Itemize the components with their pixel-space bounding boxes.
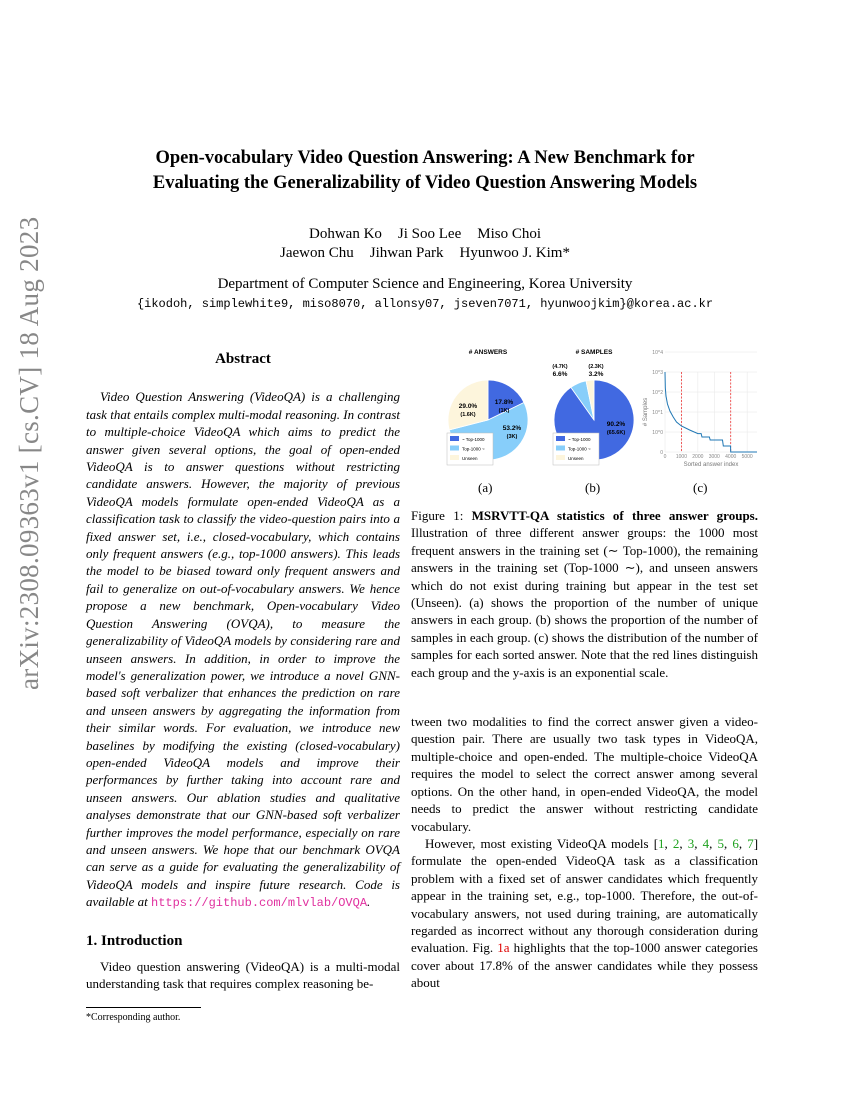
author: Miso Choi bbox=[477, 226, 541, 242]
citation[interactable]: 7 bbox=[747, 835, 754, 851]
citation[interactable]: 3 bbox=[687, 835, 695, 851]
author: Hyunwoo J. Kim* bbox=[459, 245, 570, 261]
abstract-text: Video Question Answering (VideoQA) is a challenging task that entails complex multi-modal reasoning. In contrast to multiple-choice VideoQA which aims to predict the answer given several options, the goal of open-ended VideoQA is to answer questions without restricting candidate answers. However, the majority of previous VideoQA models formulate open-ended VideoQA as a classification task to classify the video-question pairs into a fixed answer set, i.e., closed-vocabulary, which contains only frequent answers (e.g., top-1000 answers). This leads the model to be biased toward only frequent answers and fail to generalize on out-of-vocabulary answers. We hence propose a new benchmark, Open-vocabulary Video Question Answering (OVQA), to measure the generalizability of VideoQA models by considering rare and unseen answers. In addition, in order to improve the model's generalization power, we introduce a novel GNN-based soft verbalizer that enhances the prediction on rare and unseen answers by aggregating the information from their similar words. For evaluation, we introduce new baselines by modifying the existing (closed-vocabulary) open-ended VideoQA models and improve their performances by further taking into account rare and unseen answers. Our ablation studies and qualitative analyses demonstrate that our GNN-based soft verbalizer further improves the model performance, especially on rare and unseen answers. We hope that our benchmark OVQA can serve as a guide for evaluating the generalizability of VideoQA models and inspire future research. Code is available at bbox=[86, 389, 400, 910]
authors-row bbox=[80, 245, 770, 262]
legend-swatch bbox=[556, 436, 565, 441]
citation[interactable]: 5 bbox=[717, 835, 724, 851]
legend bbox=[553, 433, 599, 465]
y-tick-label: 10^2 bbox=[652, 390, 663, 396]
slice-label: 3.2% bbox=[588, 371, 604, 378]
legend-swatch bbox=[556, 455, 565, 460]
right-column bbox=[411, 507, 758, 992]
author: Jaewon Chu bbox=[280, 245, 354, 261]
legend-swatch bbox=[556, 446, 565, 451]
abstract-body: Video Question Answering (VideoQA) is a challenging task that entails complex multi-modal reasoning. In contrast to multiple-choice VideoQA which aims to predict the answer given several options, the goal of open-ended VideoQA is to answer questions without restricting candidate answers. However, the majority of previous VideoQA models formulate open-ended VideoQA as a classification task to classify the video-question pairs into a fixed answer set, i.e., closed-vocabulary, which contains only frequent answers (e.g., top-1000 answers). This leads the model to be biased toward only frequent answers and fail to generalize on out-of-vocabulary answers. We hence propose a new benchmark, Open-vocabulary Video Question Answering (OVQA), to measure the generalizability of VideoQA models by considering rare and unseen answers. In addition, in order to improve the model's generalization power, we introduce a novel GNN-based soft verbalizer that enhances the prediction on rare and unseen answers by aggregating the information from their similar words. For evaluation, we introduce new baselines by modifying the existing (closed-vocabulary) open-ended VideoQA models and improve their performances by further taking into account rare and unseen answers. Our ablation studies and qualitative analyses demonstrate that our GNN-based soft verbalizer further improves the model performance, especially on rare and unseen answers. We hope that our benchmark OVQA can serve as a guide for evaluating the generalizability of VideoQA models and inspire future research. Code is available at https://github.com/mlvlab/OVQA. bbox=[86, 389, 400, 911]
intro-heading: 1. Introduction bbox=[86, 932, 183, 949]
x-tick-label: 5000 bbox=[741, 454, 753, 460]
subfig-label: (b) bbox=[585, 480, 601, 495]
citation[interactable]: 1 bbox=[658, 835, 665, 851]
chart-title: # SAMPLES bbox=[575, 349, 613, 356]
legend-label: Top-1000 ~ bbox=[462, 446, 485, 452]
y-tick-label: 10^3 bbox=[652, 370, 663, 376]
legend-swatch bbox=[450, 455, 459, 460]
slice-label: 17.8% bbox=[494, 399, 514, 406]
legend-label: Unseen bbox=[568, 456, 584, 461]
y-tick-label: 10^4 bbox=[652, 350, 663, 356]
x-tick-label: 0 bbox=[663, 454, 667, 460]
slice-label: 29.0% bbox=[458, 403, 478, 410]
legend-swatch bbox=[450, 446, 459, 451]
text: ] formulate the open-ended VideoQA task as a classification problem with a fixed set of answer candidates which frequently appear in the training set, e.g., top-1000. Therefore, the out-of-vocabulary answers, not used during training, are automatically regarded as incorrect without any thorough consideration during evaluation. Fig. bbox=[411, 835, 759, 956]
caption-bold: MSRVTT-QA statistics of three answer groups. bbox=[471, 508, 758, 523]
paper-title bbox=[80, 146, 770, 196]
caption-lead: Figure 1: bbox=[411, 508, 472, 523]
legend-label: Unseen bbox=[462, 456, 478, 461]
citation[interactable]: 4 bbox=[702, 835, 710, 851]
figure-1 bbox=[420, 340, 765, 476]
subfig-label: (a) bbox=[478, 480, 493, 495]
title-line: Open-vocabulary Video Question Answering: A New Benchmark for bbox=[155, 148, 695, 168]
legend-label: ~ Top-1000 bbox=[462, 437, 485, 442]
x-tick-label: 4000 bbox=[725, 454, 737, 460]
footnote-rule bbox=[86, 1007, 201, 1008]
body-paragraph: However, most existing VideoQA models [1, 2, 3, 4, 5, 6, 7] formulate the open-ended VideoQA task as a classification problem with a fixed set of answer candidates which frequently appear in the training set, e.g., top-1000. Therefore, the out-of-vocabulary answers, not used during training, are automatically regarded as incorrect without any thorough consideration during evaluation. Fig. 1a highlights that the top-1000 answer categories cover about 17.8% of the answer candidates while they possess about bbox=[411, 835, 759, 991]
pie-chart-answers bbox=[447, 349, 528, 465]
body-paragraph: tween two modalities to find the correct answer given a video-question pair. There are usually two task types in VideoQA, multiple-choice and open-ended. The multiple-choice VideoQA requires the model to select the correct answer among several options. On the other hand, in open-ended VideoQA, the model needs to predict the answer without restricting candidate vocabulary. bbox=[411, 714, 758, 834]
chart-title: # ANSWERS bbox=[468, 349, 508, 356]
abstract-heading: Abstract bbox=[215, 351, 271, 367]
pie-chart-samples bbox=[552, 349, 634, 465]
slice-label: 90.2% bbox=[606, 421, 626, 428]
figure-ref[interactable]: 1a bbox=[497, 940, 510, 956]
emails: {ikodoh, simplewhite9, miso8070, allonsy07, jseven7071, hyunwoojkim}@korea.ac.kr bbox=[136, 297, 714, 311]
slice-label: 6.6% bbox=[552, 371, 568, 378]
legend-swatch bbox=[450, 436, 459, 441]
slice-count: (1.6K) bbox=[460, 412, 476, 418]
caption-text: Illustration of three different answer groups: the 1000 most frequent answers in the training set (∼ Top-1000), the remaining answers in the training set (Top-1000 ∼), and unseen answers which do not exist during training but appear in the test set (Unseen). (a) shows the proportion of the number of unique answers in each group. (b) shows the proportion of the number of samples in each group. (c) shows the distribution of the number of samples for each sorted answer. Note that the red lines distinguish each group and the y-axis is an exponential scale. bbox=[411, 525, 758, 680]
figure-caption bbox=[411, 507, 758, 681]
text: However, most existing VideoQA models [ bbox=[425, 835, 659, 851]
citation[interactable]: 6 bbox=[732, 835, 739, 851]
citation[interactable]: 2 bbox=[672, 835, 680, 851]
subfig-label: (c) bbox=[693, 480, 708, 495]
y-tick-label: 10^1 bbox=[652, 410, 663, 416]
slice-label: 53.2% bbox=[502, 425, 522, 432]
x-axis-label: Sorted answer index bbox=[683, 462, 739, 468]
line-chart-samples bbox=[643, 350, 757, 468]
intro-text: Video question answering (VideoQA) is a multi-modal understanding task that requires complex reasoning be- bbox=[86, 959, 400, 992]
x-tick-label: 1000 bbox=[675, 454, 687, 460]
x-tick-label: 2000 bbox=[692, 454, 704, 460]
code-link[interactable]: https://github.com/mlvlab/OVQA bbox=[151, 896, 368, 911]
affiliation: Department of Computer Science and Engineering, Korea University bbox=[217, 276, 633, 292]
x-tick-label: 3000 bbox=[708, 454, 720, 460]
y-tick-label: 10^0 bbox=[652, 430, 663, 436]
text: highlights that the top-1000 answer categories cover about 17.8% of the answer candidates while they possess about bbox=[411, 940, 758, 991]
slice-count: (1K) bbox=[498, 408, 510, 414]
y-axis-label: # Samples bbox=[643, 397, 649, 427]
slice-count: (2.3K) bbox=[588, 364, 604, 370]
legend-label: Top-1000 ~ bbox=[568, 446, 591, 452]
slice-count: (3K) bbox=[506, 434, 518, 440]
legend bbox=[447, 433, 493, 465]
author: Dohwan Ko bbox=[309, 226, 382, 242]
legend-label: ~ Top-1000 bbox=[568, 437, 591, 442]
author: Ji Soo Lee bbox=[397, 226, 462, 242]
slice-count: (4.7K) bbox=[552, 364, 568, 370]
slice-count: (65.6K) bbox=[606, 430, 626, 436]
y-tick-label: 0 bbox=[660, 450, 663, 456]
left-column bbox=[86, 351, 400, 1024]
footnote: *Corresponding author. bbox=[86, 1011, 181, 1023]
author: Jihwan Park bbox=[369, 245, 444, 261]
arxiv-watermark: arXiv:2308.09363v1 [cs.CV] 18 Aug 2023 bbox=[14, 216, 44, 690]
authors-row bbox=[80, 226, 770, 243]
title-line: Evaluating the Generalizability of Video Question Answering Models bbox=[152, 173, 698, 193]
